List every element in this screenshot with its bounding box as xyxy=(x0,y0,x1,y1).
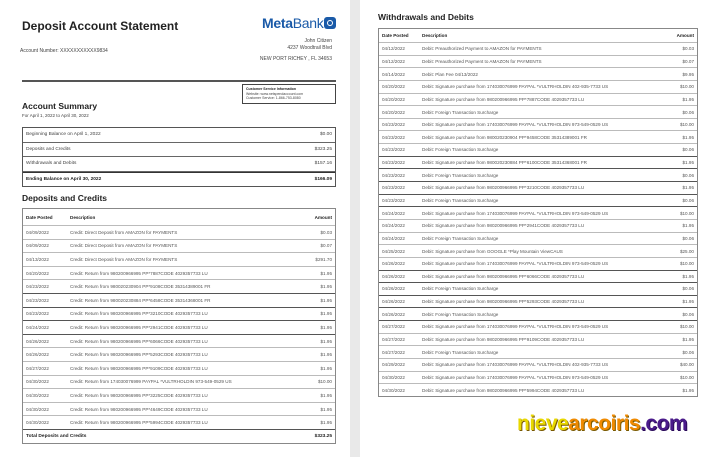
summary-row: Beginning Balance on April 1, 2022 $0.00 xyxy=(23,128,335,143)
table-row: 04/26/2022 Debit: Signature purchase from 980200966995 PP*6066CODE 4029357733 LU $1.95 xyxy=(379,270,697,283)
customer-city: NEW PORT RICHEY , FL 34653 xyxy=(259,56,332,62)
withdrawals-table xyxy=(378,28,698,397)
table-row: 04/23/2022 Debit: Foreign Transaction Surcharge $0.06 xyxy=(379,194,697,207)
customer-name: John Citizen xyxy=(304,38,332,44)
customer-street: 4237 Woodtrail Blvd xyxy=(287,45,332,51)
summary-row-ending-balance: Ending Balance on April 30, 2022 $166.09 xyxy=(23,172,335,187)
deposits-title: Deposits and Credits xyxy=(22,193,108,203)
table-row: 04/20/2022 Debit: Foreign Transaction Surcharge $0.06 xyxy=(379,105,697,118)
table-row: 04/23/2022 Debit: Signature purchase from 980020230904 PP*9458CODE 35314389001 FR $1.95 xyxy=(379,130,697,143)
summary-row: Deposits and Credits $323.25 xyxy=(23,143,335,158)
table-row: 04/12/2022 Debit: Preauthorized Payment to AMAZON for PAYMENTS $0.07 xyxy=(379,55,697,68)
customer-address xyxy=(287,38,332,52)
table-row: 04/23/2022 Debit: Signature purchase from 980200966995 PP*3210CODE 4029357733 LU $1.95 xyxy=(379,181,697,194)
table-row: 04/26/2022 Credit: Return from 980200966995 PP*5293CODE 4029357733 LU $1.95 xyxy=(23,347,335,361)
table-row: 04/09/2022 Credit: Direct Deposit from AMAZON for PAYMENTS $0.03 xyxy=(23,225,335,239)
summary-row: Withdrawals and Debits $157.16 xyxy=(23,157,335,172)
table-row: 04/23/2022 Credit: Return from 980020230884 PP*6458CODE 35314368001 FR $1.95 xyxy=(23,293,335,307)
table-row: 04/30/2022 Credit: Return from 980200966995 PP*5994CODE 4029357733 LU $1.95 xyxy=(23,415,335,429)
metabank-logo-icon xyxy=(324,17,336,29)
table-row: 04/20/2022 Debit: Signature purchase from 174030076999 PAYPAL *VULTRHOLDIN 402-935-7733 US $10.00 xyxy=(379,80,697,93)
table-row: 04/12/2022 Debit: Preauthorized Payment to AMAZON for PAYMENTS $0.03 xyxy=(379,42,697,55)
cs-website: Website: www.netspendaccount.com xyxy=(246,91,304,96)
table-row: 04/23/2022 Debit: Foreign Transaction Surcharge $0.06 xyxy=(379,168,697,181)
table-row: 04/30/2022 Debit: Signature purchase from 174030076999 PAYPAL *VULTRHOLDIN 973-549-0529 US $10.00 xyxy=(379,371,697,384)
statement-page-2 xyxy=(360,0,706,457)
table-row: 04/27/2022 Credit: Return from 980200966995 PP*9109CODE 4029357733 LU $1.95 xyxy=(23,361,335,375)
withdrawals-title: Withdrawals and Debits xyxy=(378,12,474,22)
header-divider xyxy=(22,80,336,82)
table-row: 04/23/2022 Credit: Return from 980020230904 PP*9108CODE 35314389001 FR $1.95 xyxy=(23,279,335,293)
summary-period: For April 1, 2022 to April 30, 2022 xyxy=(22,113,89,118)
table-row: 04/25/2022 Debit: Signature purchase from GOOGLE *Play Mountain ViewCAUS $25.00 xyxy=(379,244,697,257)
table-row: 04/23/2022 Debit: Foreign Transaction Surcharge $0.06 xyxy=(379,143,697,156)
table-row: 04/29/2022 Debit: Signature purchase from 174030076999 PAYPAL *VULTRHOLDIN 402-935-7733 US $40.00 xyxy=(379,358,697,371)
table-row: 04/30/2022 Debit: Signature purchase from 980200966995 PP*5994CODE 4029357733 LU $1.95 xyxy=(379,383,697,396)
table-row: 04/24/2022 Credit: Return from 980200966995 PP*2941CODE 4029357733 LU $1.95 xyxy=(23,320,335,334)
cs-phone: Customer Service: 1-866-753-8080 xyxy=(246,96,301,100)
table-header: Date Posted Description Amount xyxy=(26,214,332,220)
table-row: 04/23/2022 Credit: Return from 980200966995 PP*3210CODE 4029357733 LU $1.95 xyxy=(23,307,335,321)
table-row: 04/30/2022 Credit: Return from 174030076999 PAYPAL *VULTRHOLDIN 973-549-0529 US $10.00 xyxy=(23,375,335,389)
summary-title: Account Summary xyxy=(22,101,98,111)
table-row: 04/26/2022 Debit: Foreign Transaction Surcharge $0.06 xyxy=(379,282,697,295)
table-row: 04/23/2022 Debit: Signature purchase from 174030076999 PAYPAL *VULTRHOLDIN 973-549-0529 US $10.00 xyxy=(379,118,697,131)
table-row: 04/26/2022 Credit: Return from 980200966995 PP*6066CODE 4029357733 LU $1.95 xyxy=(23,334,335,348)
statement-title: Deposit Account Statement xyxy=(22,19,179,33)
table-row: 04/20/2022 Credit: Return from 980200966995 PP*7887CODE 4029357733 LU $1.95 xyxy=(23,266,335,280)
account-number: Account Number: XXXXXXXXXXX9834 xyxy=(20,48,108,54)
table-row: 04/30/2022 Credit: Return from 980200966995 PP*3225CODE 4029357733 LU $1.95 xyxy=(23,388,335,402)
table-row: 04/13/2022 Credit: Direct Deposit from AMAZON for PAYMENTS $291.70 xyxy=(23,252,335,266)
table-row: 04/23/2022 Debit: Signature purchase from 980020230884 PP*6100CODE 35314368001 FR $1.95 xyxy=(379,156,697,169)
table-row: 04/26/2022 Debit: Signature purchase from 174030076999 PAYPAL *VULTRHOLDIN 973-549-0529 US $10.00 xyxy=(379,257,697,270)
table-header: Date Posted Description Amount xyxy=(382,33,694,38)
statement-page-1 xyxy=(0,0,350,457)
table-row: 04/24/2022 Debit: Signature purchase from 174030076999 PAYPAL *VULTRHOLDIN 973-549-0529 US $10.00 xyxy=(379,206,697,219)
table-row: 04/24/2022 Debit: Foreign Transaction Surcharge $0.06 xyxy=(379,232,697,245)
table-row: 04/20/2022 Debit: Signature purchase from 980200966995 PP*7887CODE 4029357733 LU $1.95 xyxy=(379,93,697,106)
table-row: 04/27/2022 Debit: Signature purchase from 174030076999 PAYPAL *VULTRHOLDIN 973-549-0529 US $10.00 xyxy=(379,320,697,333)
table-row: 04/27/2022 Debit: Foreign Transaction Surcharge $0.06 xyxy=(379,345,697,358)
table-row: 04/09/2022 Credit: Direct Deposit from AMAZON for PAYMENTS $0.07 xyxy=(23,239,335,253)
watermark-overlay: nievearcoiris.com xyxy=(517,412,688,435)
table-row: 04/30/2022 Credit: Return from 980200966995 PP*4649CODE 4029357733 LU $1.95 xyxy=(23,402,335,416)
deposits-total-row: Total Deposits and Credits $323.25 xyxy=(23,429,335,443)
table-row: 04/26/2022 Debit: Foreign Transaction Surcharge $0.06 xyxy=(379,307,697,320)
deposits-table xyxy=(22,208,336,444)
bank-logo: MetaBank xyxy=(262,15,336,31)
table-row: 04/26/2022 Debit: Signature purchase from 980200966995 PP*5293CODE 4029357733 LU $1.95 xyxy=(379,295,697,308)
table-row: 04/27/2022 Debit: Signature purchase from 980200966995 PP*9109CODE 4029357733 LU $1.95 xyxy=(379,333,697,346)
table-row: 04/14/2022 Debit: Plan Fee 04/13/2022 $9.95 xyxy=(379,67,697,80)
table-row: 04/24/2022 Debit: Signature purchase from 980200966995 PP*2941CODE 4029357733 LU $1.95 xyxy=(379,219,697,232)
summary-table xyxy=(22,127,336,187)
cs-heading: Customer Service Information xyxy=(246,87,296,91)
customer-service-box xyxy=(242,84,336,104)
